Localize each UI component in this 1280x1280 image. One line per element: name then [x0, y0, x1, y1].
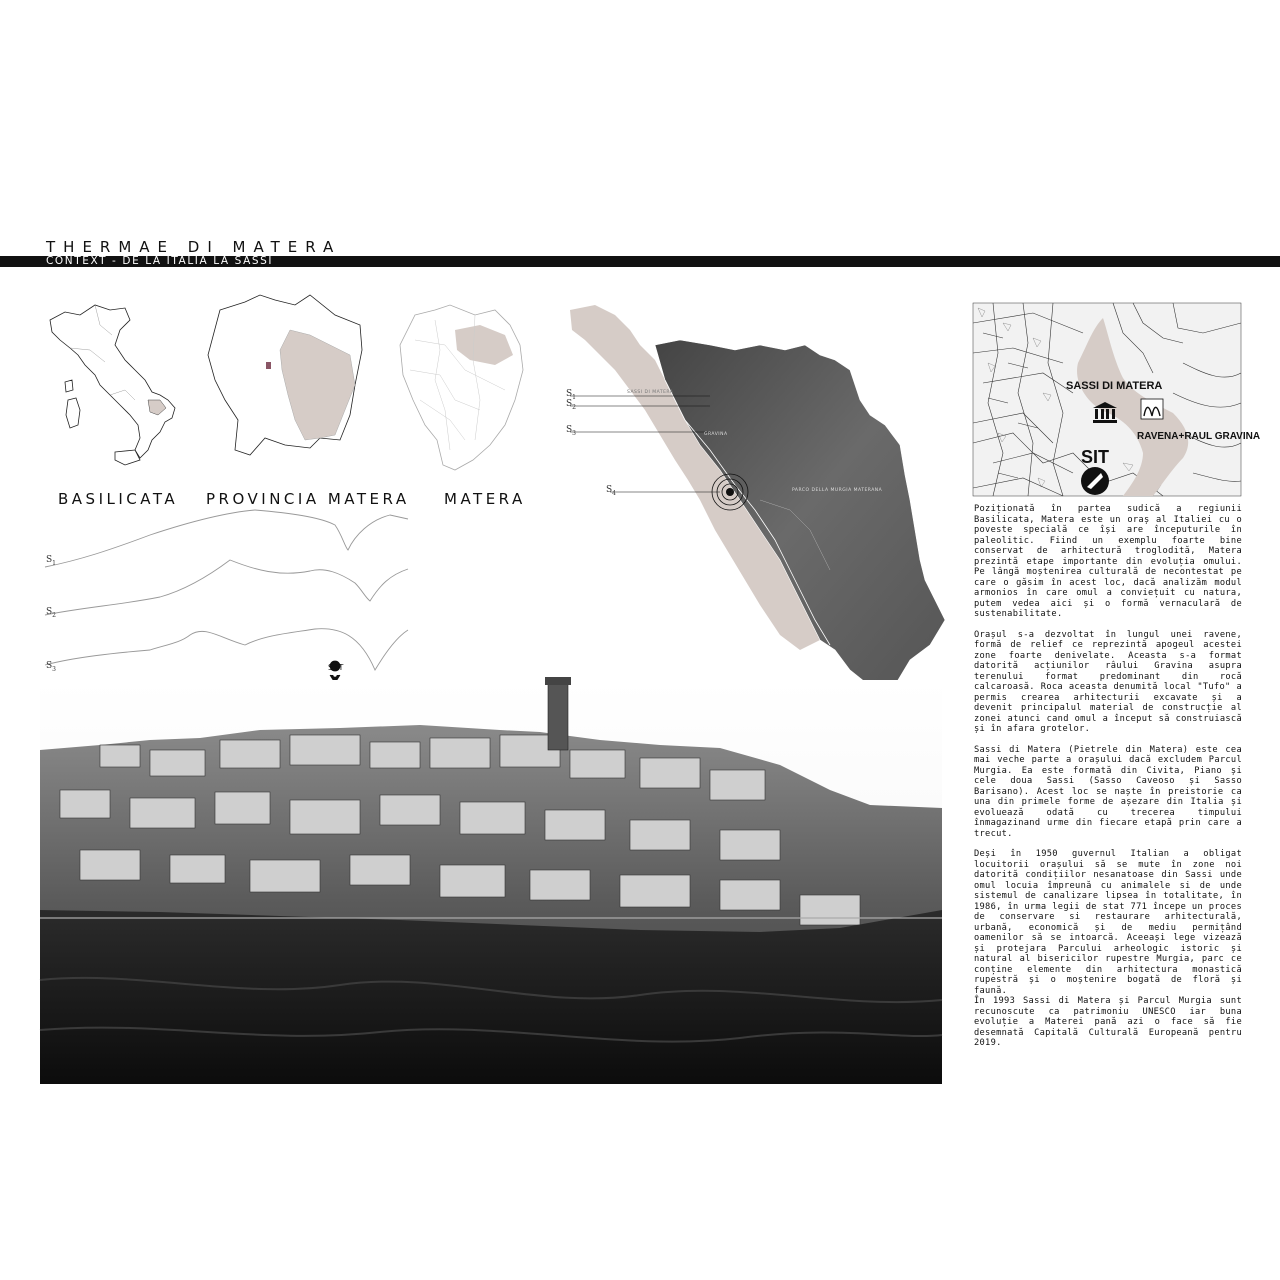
site-map-ravena-label: RAVENA+RAUL GRAVINA [1137, 431, 1261, 442]
parco-map-label: PARCO DELLA MURGIA MATERANA [792, 488, 883, 493]
site-map [973, 303, 1261, 496]
site-map-sit-label: SIT [1081, 447, 1110, 467]
paragraph-2: Orașul s-a dezvoltat în lungul unei ravene, formă de relief ce reprezintă apogeul acestei zone foarte denivelate. Aceasta s-a format datorită acțiunilor râului Gravina asupra terenului format predominant din rocă calcaroasă. Roca aceasta denumită local "Tufo" a permis crearea arhitecturii excavate și a devenit principalul material de construcție al zonei atunci cand omul a început să construiască și în afara grotelor. [974, 629, 1242, 734]
section-profile-s1 [45, 510, 408, 567]
matera-map [395, 300, 535, 475]
description-text [974, 504, 1242, 1049]
sit-label: SIT [328, 663, 345, 672]
provincia-map [200, 290, 375, 465]
gravina-map-label: GRAVINA [704, 432, 728, 437]
matera-label: MATERA [444, 490, 526, 508]
italy-map [40, 300, 190, 475]
basilicata-label: BASILICATA [58, 490, 179, 508]
sassi-photo [40, 680, 942, 1084]
map-s2-label: $S_2$ [566, 399, 576, 411]
murgia-map [560, 300, 955, 695]
s3-label: $S_3$ [46, 661, 56, 673]
page-subtitle: CONTEXT - DE LA ITALIA LA SASSI [46, 255, 274, 267]
ravine-icon [1141, 399, 1163, 419]
sassi-map-label: SASSI DI MATERA [627, 390, 674, 395]
map-s3-label: $S_3$ [566, 425, 576, 437]
s2-label: $S_2$ [46, 607, 56, 619]
page-title: THERMAE DI MATERA [46, 238, 342, 256]
s1-label: $S_1$ [46, 555, 56, 567]
section-profile-s2 [45, 560, 408, 615]
paragraph-4: Deși în 1950 guvernul Italian a obligat locuitorii orașului să se mute în zone noi datorită condițiilor nesanatoase din Sassi unde omul locuia împreună cu animalele si de unde sistemul de canalizare lipsea în totalitate, în 1986, în urma legii de stat 771 începe un proces de conservare si restaurare arhitecturală, urbană, economică și de mediu permițând oamenilor să se intoarcă. Aceeași lege vizează și protejara Parcului arheologic istoric și natural al bisericilor rupestre Murgia, parc ce conține elemente din arhitectura monastică rupestră și o moștenire bogată de floră și faună. [974, 849, 1242, 996]
paragraph-1: Poziționată în partea sudică a regiunii Basilicata, Matera este un oraș al Italiei cu o poveste specială ce își are începuturile în paleolitic. Fiind un exemplu foarte bine conservat de arhitectură troglodită, Matera prezintă etape importante din evoluția omului. Pe lângă moștenirea culturală de necontestat pe care o găsim în acest loc, dacă analizăm modul armonios în care omul a conviețuit cu natura, putem vedea aici și o formă vernaculară de sustenabilitate. [974, 504, 1242, 619]
site-map-sassi-label: SASSI DI MATERA [1066, 380, 1163, 392]
paragraph-5: În 1993 Sassi di Matera și Parcul Murgia sunt recunoscute ca patrimoniu UNESCO iar buna evoluție a Materei pană azi o face să fie desemnată Capitală Culturală Europeană pentru 2019. [974, 996, 1242, 1048]
paragraph-3: Sassi di Matera (Pietrele din Matera) este cea mai veche parte a orașului dacă excludem Parcul Murgia. Ea este formată din Civita, Piano și cele doua Sassi (Sasso Caveoso și Sasso Barisano). Acest loc se naște în preistorie ca una din primele forme de așezare din Italia și evoluează odată cu trecerea timpului înmagazinand urme din fiecare etapă prin care a trecut. [974, 744, 1242, 839]
map-s4-label: $S_4$ [606, 485, 616, 497]
section-profile-s3 [45, 629, 408, 670]
map-s1-label: $S_1$ [566, 389, 576, 401]
provincia-label: PROVINCIA MATERA [206, 490, 410, 508]
bell-tower [548, 680, 568, 750]
